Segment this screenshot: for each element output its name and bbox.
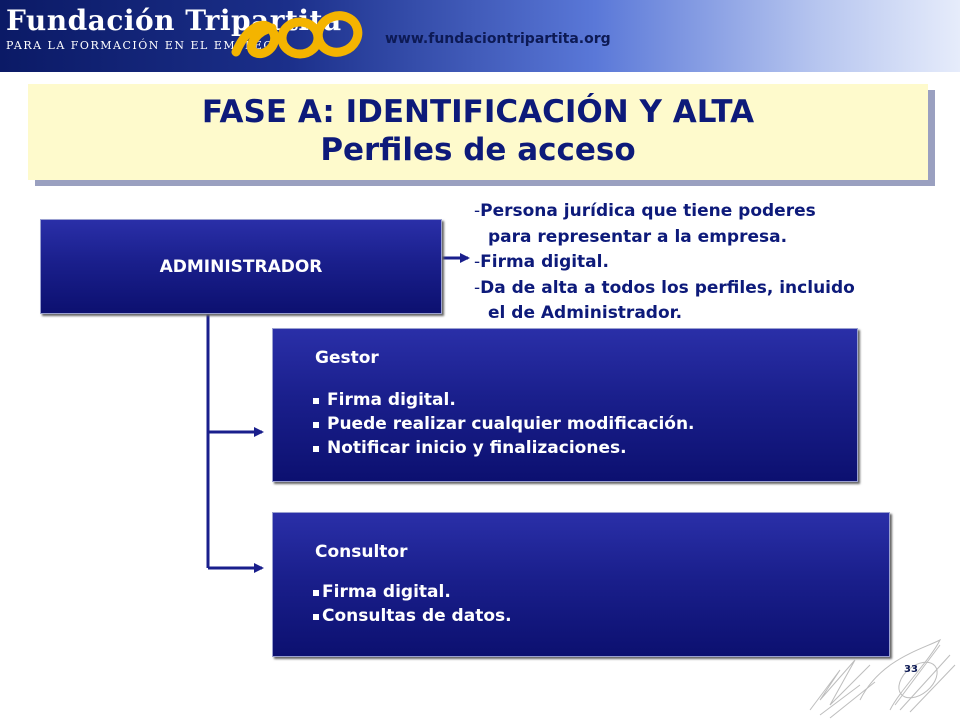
- admin-desc-text: Persona jurídica que tiene poderes: [480, 201, 816, 221]
- brand-title: Fundación Tripartita: [6, 4, 342, 37]
- list-item: [313, 412, 695, 436]
- consultor-box: [272, 512, 890, 657]
- list-item-text: Consultas de datos.: [322, 606, 512, 626]
- list-item: [313, 388, 695, 412]
- bullet-icon: [313, 614, 319, 620]
- bullet-icon: [313, 446, 319, 452]
- list-item: [313, 580, 512, 604]
- page-number: 33: [904, 664, 918, 675]
- gestor-list: [313, 388, 695, 460]
- bullet-icon: [313, 398, 319, 404]
- admin-desc-text: para representar a la empresa.: [488, 226, 788, 247]
- dash: -: [474, 277, 481, 298]
- list-item-text: Firma digital.: [327, 390, 456, 410]
- brand-subtitle: PARA LA FORMACIÓN EN EL EMPLEO: [6, 39, 274, 52]
- administrador-description: [474, 199, 855, 327]
- administrador-box: [40, 219, 442, 314]
- consultor-list: [313, 580, 512, 628]
- admin-desc-line: [474, 199, 855, 225]
- admin-desc-line: [474, 301, 855, 327]
- admin-desc-text: Firma digital.: [480, 252, 609, 272]
- list-item-text: Firma digital.: [322, 582, 451, 602]
- dash: -: [474, 252, 481, 272]
- list-item-text: Notificar inicio y finalizaciones.: [327, 438, 627, 458]
- website-url: www.fundaciontripartita.org: [385, 31, 611, 47]
- title-line-2: Perfiles de acceso: [320, 132, 636, 168]
- gestor-heading: Gestor: [315, 348, 379, 368]
- list-item: [313, 604, 512, 628]
- gestor-box: [272, 328, 858, 482]
- bullet-icon: [313, 590, 319, 596]
- admin-desc-line: [474, 250, 855, 276]
- admin-desc-line: [474, 225, 855, 251]
- decorative-scribble-icon: [800, 630, 960, 720]
- list-item: [313, 436, 695, 460]
- admin-desc-text: el de Administrador.: [488, 303, 683, 323]
- consultor-heading: Consultor: [315, 542, 408, 562]
- title-line-1: FASE A: IDENTIFICACIÓN Y ALTA: [201, 94, 755, 130]
- administrador-label: ADMINISTRADOR: [159, 256, 323, 277]
- dash: -: [474, 201, 481, 221]
- admin-desc-text: Da de alta a todos los perfiles, incluido: [480, 277, 855, 298]
- list-item-text: Puede realizar cualquier modificación.: [327, 414, 695, 434]
- admin-desc-line: [474, 276, 855, 302]
- bullet-icon: [313, 422, 319, 428]
